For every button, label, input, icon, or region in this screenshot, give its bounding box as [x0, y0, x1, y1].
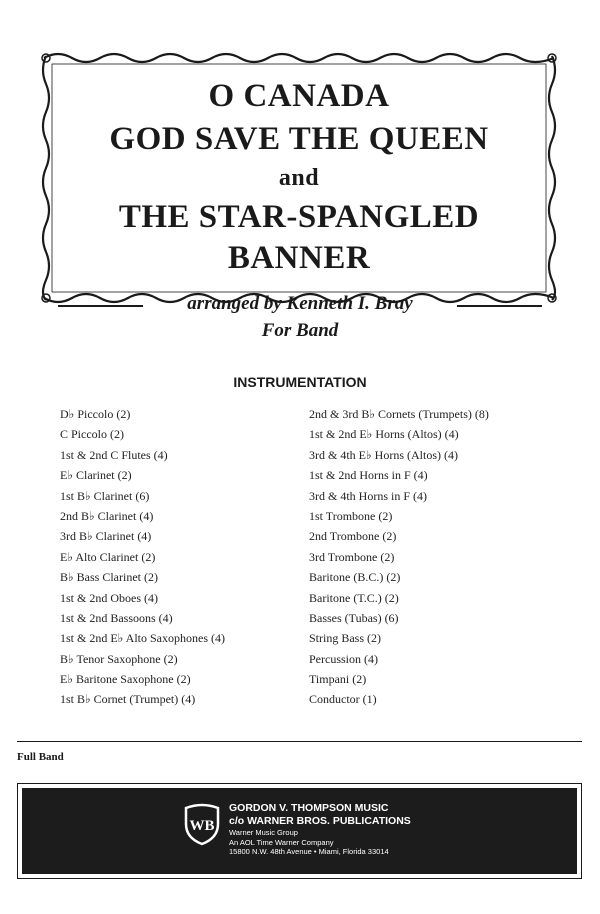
publisher-group: Warner Music Group	[229, 828, 298, 837]
instrument-item: Timpani (2)	[309, 672, 367, 687]
title-frame	[38, 48, 560, 304]
instrument-item: 3rd & 4th E♭ Horns (Altos) (4)	[309, 447, 458, 462]
instrument-item: C Piccolo (2)	[60, 427, 124, 442]
instrument-item: Conductor (1)	[309, 692, 377, 707]
instrument-item: Percussion (4)	[309, 651, 378, 666]
instrument-item: 1st & 2nd Bassoons (4)	[60, 610, 173, 625]
arranger-credit: arranged by Kenneth I. Bray	[187, 293, 413, 314]
instrument-item: String Bass (2)	[309, 631, 381, 646]
instrument-item: 1st & 2nd Horns in F (4)	[309, 468, 428, 483]
instrumentation-list-left	[60, 404, 225, 710]
instrument-item: 1st & 2nd E♭ Alto Saxophones (4)	[60, 631, 225, 646]
title-line-1: O CANADA	[208, 78, 390, 114]
instrument-item: 2nd Trombone (2)	[309, 529, 397, 544]
title-line-3: and	[278, 165, 320, 191]
instrument-item: 1st & 2nd Oboes (4)	[60, 590, 158, 605]
instrument-item: E♭ Baritone Saxophone (2)	[60, 672, 191, 687]
title-line-5: BANNER	[227, 240, 371, 276]
arranger-row	[0, 293, 600, 317]
wb-shield-logo	[182, 802, 222, 846]
instrument-item: 1st & 2nd E♭ Horns (Altos) (4)	[309, 427, 459, 442]
instrument-item: Baritone (B.C.) (2)	[309, 570, 401, 585]
title-line-2: GOD SAVE THE QUEEN	[109, 121, 489, 157]
instrument-item: 1st B♭ Cornet (Trumpet) (4)	[60, 692, 196, 707]
publisher-co: c/o WARNER BROS. PUBLICATIONS	[229, 815, 411, 827]
instrumentation-list-right	[309, 404, 489, 710]
footer-divider	[17, 741, 582, 742]
publisher-box	[17, 783, 582, 879]
instrument-item: 3rd B♭ Clarinet (4)	[60, 529, 152, 544]
ensemble-label: For Band	[261, 320, 339, 341]
instrument-item: E♭ Alto Clarinet (2)	[60, 549, 156, 564]
instrument-item: Baritone (T.C.) (2)	[309, 590, 399, 605]
instrumentation-heading: INSTRUMENTATION	[233, 374, 367, 390]
instrument-item: 1st B♭ Clarinet (6)	[60, 488, 150, 503]
arranger-rule-right	[457, 305, 542, 307]
publisher-text	[229, 802, 411, 857]
instrument-item: 1st Trombone (2)	[309, 508, 393, 523]
instrument-item: 3rd & 4th Horns in F (4)	[309, 488, 427, 503]
publisher-name: GORDON V. THOMPSON MUSIC	[229, 802, 389, 814]
publisher-company: An AOL Time Warner Company	[229, 837, 334, 847]
footer-label: Full Band	[17, 751, 64, 763]
instrument-item: D♭ Piccolo (2)	[60, 407, 131, 421]
instrument-item: E♭ Clarinet (2)	[60, 468, 132, 483]
instrument-item: 2nd & 3rd B♭ Cornets (Trumpets) (8)	[309, 407, 489, 421]
instrument-item: B♭ Tenor Saxophone (2)	[60, 651, 178, 666]
instrument-item: Basses (Tubas) (6)	[309, 610, 399, 625]
instrument-item: 1st & 2nd C Flutes (4)	[60, 447, 168, 462]
instrument-item: 3rd Trombone (2)	[309, 549, 395, 564]
instrument-item: 2nd B♭ Clarinet (4)	[60, 508, 154, 523]
arranger-rule-left	[58, 305, 143, 307]
publisher-address: 15800 N.W. 48th Avenue • Miami, Florida 33014	[229, 847, 389, 856]
title-line-4: THE STAR-SPANGLED	[118, 199, 480, 235]
wb-logo-text: WB	[189, 818, 215, 834]
instrument-item: B♭ Bass Clarinet (2)	[60, 570, 158, 585]
publisher-banner	[22, 788, 577, 874]
